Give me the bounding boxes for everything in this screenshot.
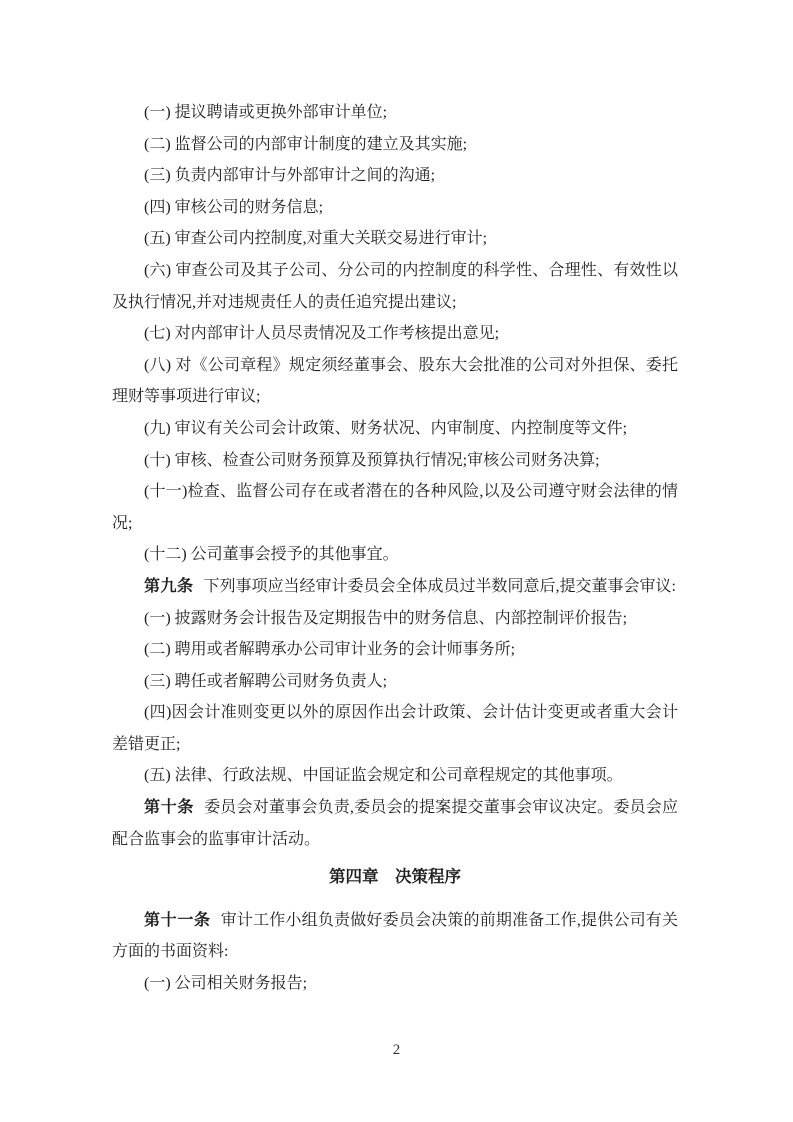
list-item	[112, 129, 678, 161]
paragraph-text: (九) 审议有关公司会计政策、财务状况、内审制度、内控制度等文件;	[144, 419, 628, 437]
list-item	[112, 350, 678, 413]
list-item	[112, 634, 678, 666]
list-item	[112, 697, 678, 760]
list-item	[112, 255, 678, 318]
paragraph-text: (三) 负责内部审计与外部审计之间的沟通;	[144, 167, 436, 185]
paragraph-text: 委员会对董事会负责,委员会的提案提交董事会审议决定。委员会应配合监事会的监事审计活动。	[112, 799, 678, 848]
article	[112, 905, 678, 968]
article-number: 第十一条	[144, 911, 211, 929]
list-item	[112, 223, 678, 255]
page-number: 2	[392, 1042, 401, 1058]
paragraph-text: (二) 聘用或者解聘承办公司审计业务的会计师事务所;	[144, 641, 516, 659]
paragraph-text: (五) 审查公司内控制度,对重大关联交易进行审计;	[144, 230, 488, 248]
article-number: 第九条	[144, 577, 194, 595]
list-item	[112, 539, 678, 571]
chapter-heading	[112, 861, 678, 893]
paragraph-text: (十一)检查、监督公司存在或者潜在的各种风险,以及公司遵守财会法律的情况;	[112, 483, 678, 532]
list-item	[112, 413, 678, 445]
paragraph-text: (七) 对内部审计人员尽责情况及工作考核提出意见;	[144, 325, 500, 343]
document-body	[112, 97, 678, 1000]
article-number: 第十条	[144, 799, 195, 817]
paragraph-text: (一) 披露财务会计报告及定期报告中的财务信息、内部控制评价报告;	[144, 609, 628, 627]
paragraph-text: (十二) 公司董事会授予的其他事宜。	[144, 546, 399, 564]
paragraph-text: (一) 公司相关财务报告;	[144, 975, 308, 993]
list-item	[112, 666, 678, 698]
paragraph-text: 下列事项应当经审计委员会全体成员过半数同意后,提交董事会审议:	[203, 577, 676, 595]
list-item	[112, 968, 678, 1000]
paragraph-text: (三) 聘任或者解聘公司财务负责人;	[144, 672, 388, 690]
paragraph-text: (四)因会计准则变更以外的原因作出会计政策、会计估计变更或者重大会计差错更正;	[112, 704, 678, 753]
list-item	[112, 603, 678, 635]
list-item	[112, 318, 678, 350]
article	[112, 792, 678, 855]
paragraph-text: (八) 对《公司章程》规定须经董事会、股东大会批准的公司对外担保、委托理财等事项进行审议;	[112, 356, 678, 406]
paragraph-text: (六) 审查公司及其子公司、分公司的内控制度的科学性、合理性、有效性以及执行情况,并对违规责任人的责任追究提出建议;	[112, 261, 678, 311]
list-item	[112, 97, 678, 129]
list-item	[112, 476, 678, 539]
list-item	[112, 160, 678, 192]
paragraph-text: (一) 提议聘请或更换外部审计单位;	[144, 104, 388, 121]
paragraph-text: (四) 审核公司的财务信息;	[144, 198, 324, 216]
list-item	[112, 445, 678, 477]
list-item	[112, 760, 678, 792]
paragraph-text: (二) 监督公司的内部审计制度的建立及其实施;	[144, 135, 468, 153]
paragraph-text: (五) 法律、行政法规、中国证监会规定和公司章程规定的其他事项。	[144, 767, 623, 785]
paragraph-text: 审计工作小组负责做好委员会决策的前期准备工作,提供公司有关方面的书面资料:	[112, 911, 678, 961]
article	[112, 571, 678, 603]
paragraph-text: (十) 审核、检查公司财务预算及预算执行情况;审核公司财务决算;	[144, 451, 600, 469]
list-item	[112, 192, 678, 224]
chapter-heading-text: 第四章 决策程序	[329, 867, 461, 887]
